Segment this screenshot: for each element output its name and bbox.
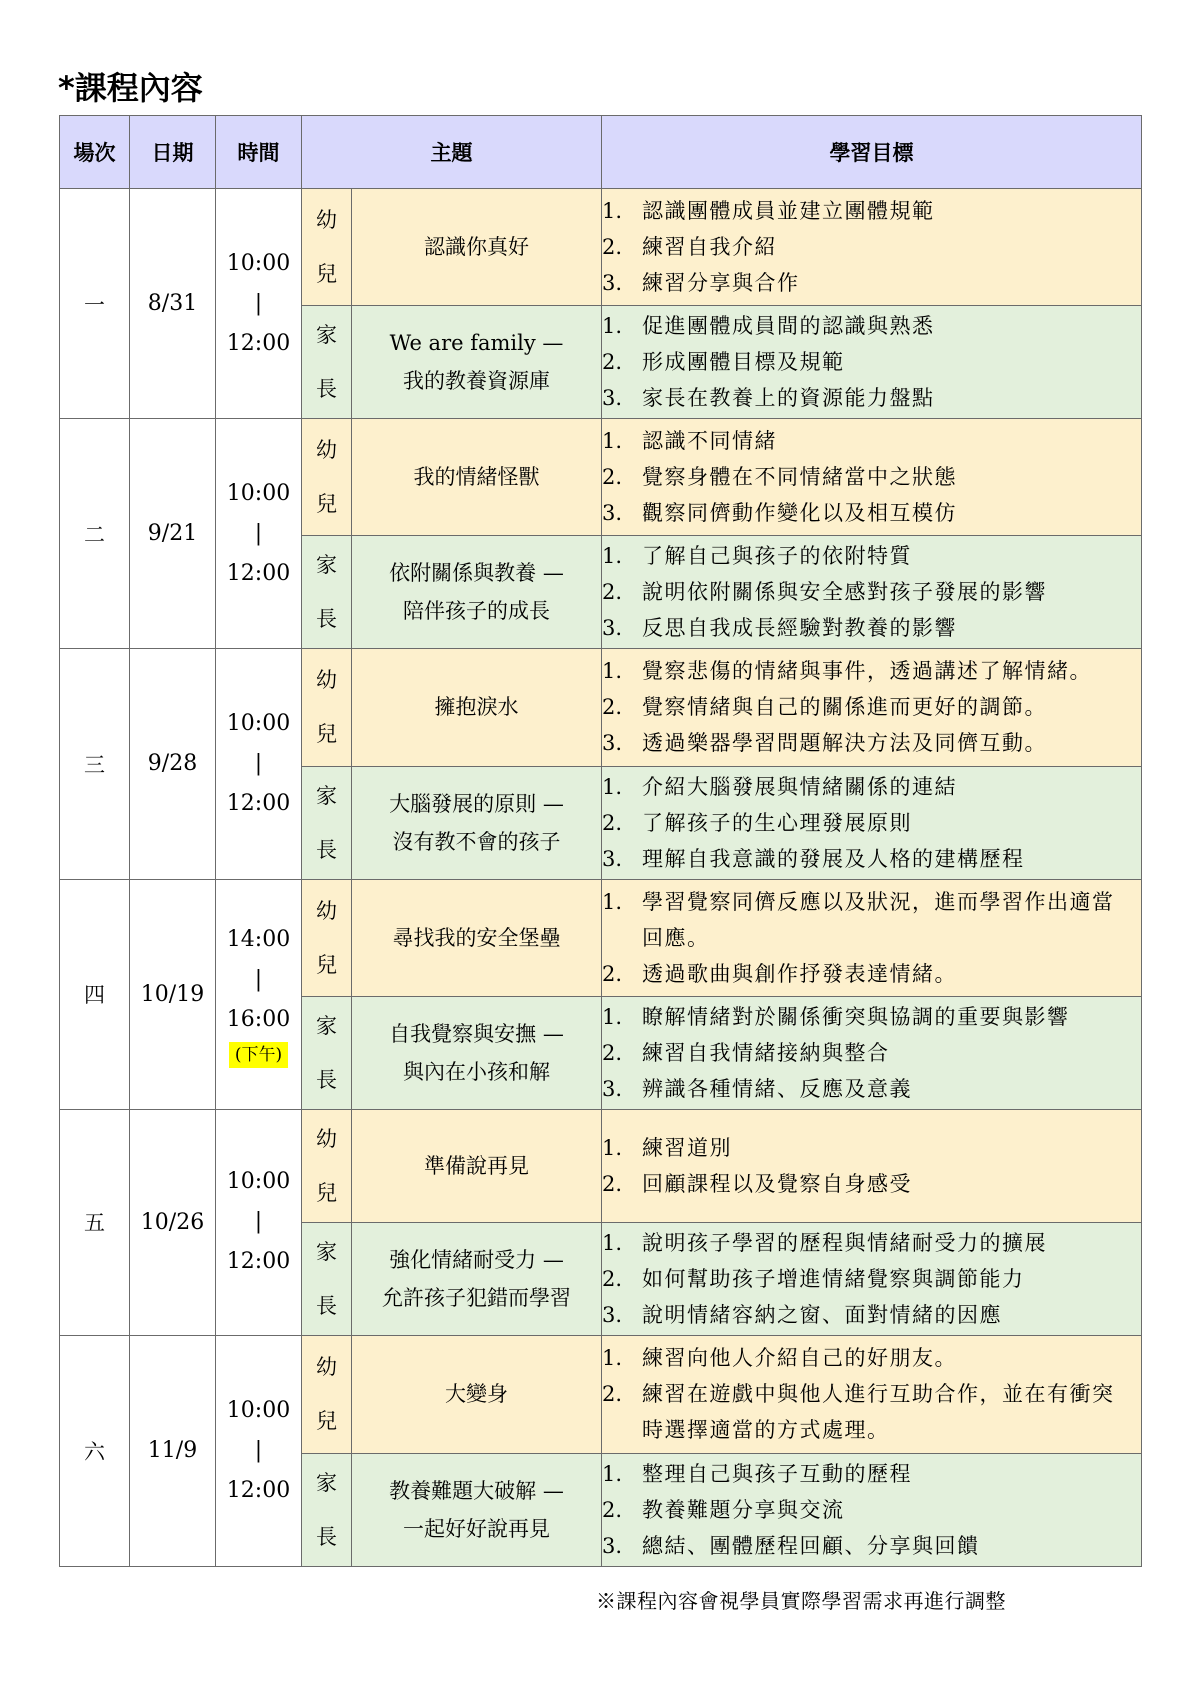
role-char: 兒 xyxy=(316,262,337,287)
goal-item xyxy=(602,1297,1141,1333)
goal-number: 3. xyxy=(602,846,623,871)
goals-cell xyxy=(602,189,1142,306)
goals-cell xyxy=(602,306,1142,419)
time-note-wrap xyxy=(216,1040,301,1068)
goal-item xyxy=(602,459,1141,495)
topic-line: 自我覺察與安撫 — xyxy=(389,1021,564,1046)
goal-text: 回顧課程以及覺察自身感受 xyxy=(642,1171,912,1196)
footnote: ※課程內容會視學員實際學習需求再進行調整 xyxy=(596,1589,1006,1613)
goal-item xyxy=(602,265,1141,301)
time-separator: | xyxy=(254,967,263,993)
session-date: 10/26 xyxy=(130,1109,216,1335)
time-end: 12:00 xyxy=(226,560,291,586)
goal-text: 總結、團體歷程回顧、分享與回饋 xyxy=(642,1533,980,1558)
session-child-row xyxy=(60,1109,1142,1222)
goal-item xyxy=(602,344,1141,380)
role-char: 家 xyxy=(316,1470,337,1495)
goal-number: 2. xyxy=(602,350,623,375)
role-label xyxy=(302,419,352,536)
header-session: 場次 xyxy=(60,116,130,189)
goal-item xyxy=(602,725,1141,761)
role-char: 長 xyxy=(316,607,337,632)
time-start: 10:00 xyxy=(226,480,291,506)
topic-cell xyxy=(352,1222,602,1335)
topic-cell xyxy=(352,1109,602,1222)
goal-item xyxy=(602,769,1141,805)
goal-item xyxy=(602,999,1141,1035)
time-start: 10:00 xyxy=(226,710,291,736)
session-number: 四 xyxy=(60,879,130,1109)
topic-line: 教養難題大破解 — xyxy=(389,1478,564,1503)
goals-cell xyxy=(602,536,1142,649)
goal-number: 2. xyxy=(602,1171,623,1196)
goal-text: 觀察同儕動作變化以及相互模仿 xyxy=(642,501,957,526)
goal-text: 認識不同情緒 xyxy=(642,429,777,454)
role-char: 長 xyxy=(316,837,337,862)
page-title: *課程內容 xyxy=(58,69,203,107)
goal-item xyxy=(602,805,1141,841)
goal-item xyxy=(602,1340,1141,1376)
topic-line: 尋找我的安全堡壘 xyxy=(392,925,561,950)
topic-line: 準備說再見 xyxy=(424,1153,529,1178)
role-char: 幼 xyxy=(316,438,337,463)
role-label xyxy=(302,306,352,419)
goal-text: 練習向他人介紹自己的好朋友。 xyxy=(642,1346,957,1371)
topic-cell xyxy=(352,536,602,649)
goal-number: 3. xyxy=(602,1533,623,1558)
topic-cell xyxy=(352,649,602,766)
goals-cell xyxy=(602,1335,1142,1453)
goal-number: 2. xyxy=(602,235,623,260)
goal-number: 1. xyxy=(602,1461,623,1486)
goal-number: 2. xyxy=(602,961,623,986)
goal-number: 2. xyxy=(602,1266,623,1291)
session-time xyxy=(216,189,302,419)
goal-text: 理解自我意識的發展及人格的建構歷程 xyxy=(642,846,1025,871)
goal-text: 練習分享與合作 xyxy=(642,271,800,296)
topic-line: 沒有教不會的孩子 xyxy=(392,829,561,854)
goal-number: 3. xyxy=(602,1302,623,1327)
session-date: 11/9 xyxy=(130,1335,216,1566)
goal-text: 說明依附關係與安全感對孩子發展的影響 xyxy=(642,580,1047,605)
time-note-highlight: (下午) xyxy=(229,1042,288,1068)
time-end: 16:00 xyxy=(226,1007,291,1033)
session-child-row xyxy=(60,879,1142,996)
role-label xyxy=(302,766,352,879)
role-char: 家 xyxy=(316,783,337,808)
goal-item xyxy=(602,1492,1141,1528)
role-char: 家 xyxy=(316,1239,337,1264)
goal-item xyxy=(602,884,1141,956)
time-separator: | xyxy=(254,1437,263,1463)
session-time xyxy=(216,1109,302,1335)
schedule-body xyxy=(60,189,1142,1567)
topic-cell xyxy=(352,306,602,419)
goal-item xyxy=(602,308,1141,344)
time-end: 12:00 xyxy=(226,790,291,816)
topic-line: 擁抱淚水 xyxy=(434,695,519,720)
role-char: 家 xyxy=(316,1013,337,1038)
role-char: 兒 xyxy=(316,1409,337,1434)
goal-text: 辨識各種情緒、反應及意義 xyxy=(642,1076,912,1101)
goal-number: 3. xyxy=(602,1076,623,1101)
time-separator: | xyxy=(254,1209,263,1235)
topic-line: 與內在小孩和解 xyxy=(403,1059,550,1084)
goal-number: 1. xyxy=(602,1004,623,1029)
goal-item xyxy=(602,1225,1141,1261)
goal-text: 促進團體成員間的認識與熟悉 xyxy=(642,314,935,339)
header-date: 日期 xyxy=(130,116,216,189)
goal-text: 說明孩子學習的歷程與情緒耐受力的擴展 xyxy=(642,1230,1047,1255)
goal-item xyxy=(602,193,1141,229)
goal-number: 3. xyxy=(602,386,623,411)
course-schedule-table xyxy=(59,115,1142,1567)
time-start: 14:00 xyxy=(226,927,291,953)
goal-number: 3. xyxy=(602,731,623,756)
role-label xyxy=(302,1335,352,1453)
goal-number: 2. xyxy=(602,580,623,605)
table-header-row xyxy=(60,116,1142,189)
time-end: 12:00 xyxy=(226,330,291,356)
header-goals: 學習目標 xyxy=(602,116,1142,189)
goal-item xyxy=(602,653,1141,689)
session-date: 10/19 xyxy=(130,879,216,1109)
topic-line: 一起好好說再見 xyxy=(403,1516,550,1541)
goal-number: 1. xyxy=(602,659,623,684)
goal-number: 1. xyxy=(602,429,623,454)
goals-cell xyxy=(602,649,1142,766)
goal-text: 覺察身體在不同情緒當中之狀態 xyxy=(642,465,957,490)
session-number: 五 xyxy=(60,1109,130,1335)
goal-number: 1. xyxy=(602,314,623,339)
topic-cell xyxy=(352,766,602,879)
goal-text: 練習在遊戲中與他人進行互助合作，並在有衝突時選擇適當的方式處理。 xyxy=(642,1382,1115,1443)
role-char: 家 xyxy=(316,553,337,578)
goal-item xyxy=(602,1528,1141,1564)
session-child-row xyxy=(60,189,1142,306)
role-char: 幼 xyxy=(316,1355,337,1380)
role-label xyxy=(302,1109,352,1222)
topic-line: 強化情緒耐受力 — xyxy=(389,1247,564,1272)
goal-text: 介紹大腦發展與情緒關係的連結 xyxy=(642,774,957,799)
goal-text: 反思自我成長經驗對教養的影響 xyxy=(642,616,957,641)
goal-text: 覺察悲傷的情緒與事件，透過講述了解情緒。 xyxy=(642,659,1092,684)
goal-number: 3. xyxy=(602,616,623,641)
role-char: 幼 xyxy=(316,668,337,693)
session-time xyxy=(216,649,302,879)
session-time xyxy=(216,419,302,649)
goal-text: 瞭解情緒對於關係衝突與協調的重要與影響 xyxy=(642,1004,1070,1029)
goal-item xyxy=(602,538,1141,574)
topic-line: 我的教養資源庫 xyxy=(403,369,550,394)
goal-number: 1. xyxy=(602,1135,623,1160)
goal-text: 了解自己與孩子的依附特質 xyxy=(642,544,912,569)
goal-text: 整理自己與孩子互動的歷程 xyxy=(642,1461,912,1486)
role-char: 兒 xyxy=(316,952,337,977)
goals-cell xyxy=(602,419,1142,536)
goals-cell xyxy=(602,1453,1142,1566)
role-char: 長 xyxy=(316,1293,337,1318)
time-start: 10:00 xyxy=(226,1397,291,1423)
goal-item xyxy=(602,689,1141,725)
goal-text: 家長在教養上的資源能力盤點 xyxy=(642,386,935,411)
goal-number: 1. xyxy=(602,544,623,569)
topic-line: 允許孩子犯錯而學習 xyxy=(382,1285,571,1310)
role-label xyxy=(302,996,352,1109)
role-label xyxy=(302,879,352,996)
goal-text: 透過樂器學習問題解決方法及同儕互動。 xyxy=(642,731,1047,756)
topic-cell xyxy=(352,1453,602,1566)
session-time xyxy=(216,879,302,1109)
role-char: 幼 xyxy=(316,898,337,923)
goal-item xyxy=(602,574,1141,610)
goal-number: 2. xyxy=(602,1497,623,1522)
role-char: 兒 xyxy=(316,492,337,517)
topic-cell xyxy=(352,419,602,536)
session-number: 三 xyxy=(60,649,130,879)
role-char: 幼 xyxy=(316,208,337,233)
goal-item xyxy=(602,610,1141,646)
goal-text: 練習道別 xyxy=(642,1135,732,1160)
topic-line: 大變身 xyxy=(445,1382,508,1407)
time-end: 12:00 xyxy=(226,1249,291,1275)
session-child-row xyxy=(60,419,1142,536)
goals-cell xyxy=(602,766,1142,879)
goal-text: 認識團體成員並建立團體規範 xyxy=(642,199,935,224)
time-separator: | xyxy=(254,290,263,316)
topic-cell xyxy=(352,879,602,996)
topic-line: 依附關係與教養 — xyxy=(389,561,564,586)
session-child-row xyxy=(60,1335,1142,1453)
goal-item xyxy=(602,495,1141,531)
goal-item xyxy=(602,229,1141,265)
goal-number: 3. xyxy=(602,501,623,526)
goal-number: 2. xyxy=(602,1040,623,1065)
goals-cell xyxy=(602,996,1142,1109)
role-char: 幼 xyxy=(316,1126,337,1151)
session-date: 9/28 xyxy=(130,649,216,879)
goal-number: 2. xyxy=(602,695,623,720)
goal-number: 2. xyxy=(602,465,623,490)
goal-text: 如何幫助孩子增進情緒覺察與調節能力 xyxy=(642,1266,1025,1291)
goal-item xyxy=(602,956,1141,992)
goal-text: 形成團體目標及規範 xyxy=(642,350,845,375)
goal-text: 說明情緒容納之窗、面對情緒的因應 xyxy=(642,1302,1002,1327)
goal-item xyxy=(602,380,1141,416)
role-char: 兒 xyxy=(316,1180,337,1205)
goal-item xyxy=(602,1130,1141,1166)
header-time: 時間 xyxy=(216,116,302,189)
time-separator: | xyxy=(254,520,263,546)
goal-number: 3. xyxy=(602,271,623,296)
goals-cell xyxy=(602,1222,1142,1335)
goal-item xyxy=(602,1456,1141,1492)
goal-number: 2. xyxy=(602,810,623,835)
goal-text: 教養難題分享與交流 xyxy=(642,1497,845,1522)
goal-number: 1. xyxy=(602,199,623,224)
session-date: 9/21 xyxy=(130,419,216,649)
goal-text: 學習覺察同儕反應以及狀況，進而學習作出適當回應。 xyxy=(642,889,1115,950)
role-char: 長 xyxy=(316,1524,337,1549)
goal-number: 1. xyxy=(602,889,623,914)
role-char: 長 xyxy=(316,377,337,402)
goal-item xyxy=(602,1376,1141,1448)
role-label xyxy=(302,189,352,306)
goal-text: 練習自我介紹 xyxy=(642,235,777,260)
goal-item xyxy=(602,1166,1141,1202)
role-label xyxy=(302,536,352,649)
goal-item xyxy=(602,841,1141,877)
goal-text: 透過歌曲與創作抒發表達情緒。 xyxy=(642,961,957,986)
role-char: 兒 xyxy=(316,722,337,747)
goals-cell xyxy=(602,879,1142,996)
session-number: 二 xyxy=(60,419,130,649)
goal-item xyxy=(602,1071,1141,1107)
goal-item xyxy=(602,1261,1141,1297)
topic-cell xyxy=(352,189,602,306)
topic-cell xyxy=(352,1335,602,1453)
topic-line: We are family — xyxy=(389,331,564,356)
role-char: 家 xyxy=(316,323,337,348)
role-label xyxy=(302,649,352,766)
time-separator: | xyxy=(254,750,263,776)
goal-text: 練習自我情緒接納與整合 xyxy=(642,1040,890,1065)
goal-item xyxy=(602,423,1141,459)
time-start: 10:00 xyxy=(226,250,291,276)
goal-text: 覺察情緒與自己的關係進而更好的調節。 xyxy=(642,695,1047,720)
goal-number: 1. xyxy=(602,774,623,799)
session-time xyxy=(216,1335,302,1566)
goal-number: 1. xyxy=(602,1346,623,1371)
session-date: 8/31 xyxy=(130,189,216,419)
goal-number: 1. xyxy=(602,1230,623,1255)
session-number: 六 xyxy=(60,1335,130,1566)
topic-line: 我的情緒怪獸 xyxy=(413,465,540,490)
goal-number: 2. xyxy=(602,1382,623,1407)
session-number: 一 xyxy=(60,189,130,419)
topic-line: 陪伴孩子的成長 xyxy=(403,599,550,624)
role-char: 長 xyxy=(316,1067,337,1092)
role-label xyxy=(302,1222,352,1335)
session-child-row xyxy=(60,649,1142,766)
goals-cell xyxy=(602,1109,1142,1222)
topic-cell xyxy=(352,996,602,1109)
goal-item xyxy=(602,1035,1141,1071)
role-label xyxy=(302,1453,352,1566)
goal-text: 了解孩子的生心理發展原則 xyxy=(642,810,912,835)
header-topic: 主題 xyxy=(302,116,602,189)
topic-line: 大腦發展的原則 — xyxy=(389,791,564,816)
topic-line: 認識你真好 xyxy=(424,235,529,260)
time-end: 12:00 xyxy=(226,1477,291,1503)
time-start: 10:00 xyxy=(226,1169,291,1195)
